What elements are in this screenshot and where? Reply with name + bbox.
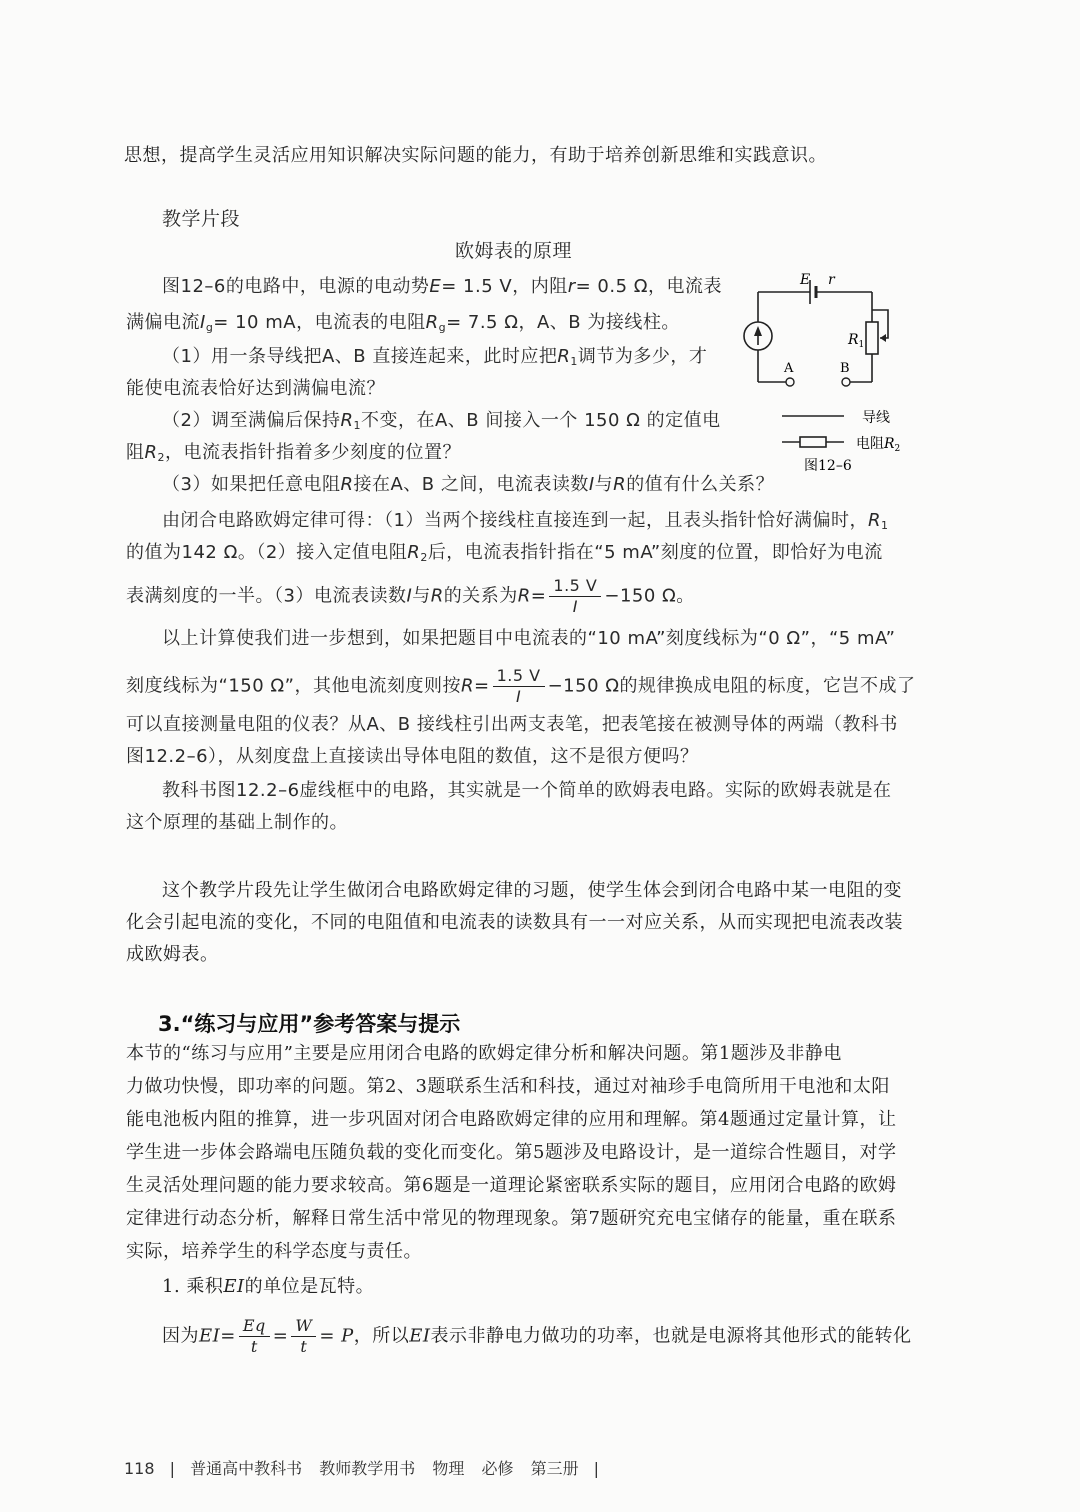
summary-line1: 这个教学片段先让学生做闭合电路欧姆定律的习题，使学生体会到闭合电路中某一电阻的变 — [162, 880, 902, 901]
label-e: E — [800, 272, 811, 288]
paragraph-5-line1: 教科书图12.2–6虚线框中的电路，其实就是一个简单的欧姆表电路。实际的欧姆表就是在 — [162, 780, 892, 801]
summary-line3: 成欧姆表。 — [126, 944, 219, 965]
page-footer: 118 | 普通高中教科书 教师教学用书 物理 必修 第三册 | — [124, 1459, 600, 1478]
paragraph-4-line1: 以上计算使我们进一步想到，如果把题目中电流表的“10 mA”刻度线标为“0 Ω”，“5 mA” — [162, 628, 896, 649]
question-3: （3）如果把任意电阻R接在A、B 之间，电流表读数I与R的值有什么关系？ — [162, 474, 775, 495]
section-line4: 学生进一步体会路端电压随负载的变化而变化。第5题涉及电路设计，是一道综合性题目，对学 — [126, 1142, 897, 1163]
fraction-eq-over-t: $\frac{Eq}{t}$ — [239, 1316, 270, 1357]
legend-resistor-text: 电阻$R_2$ — [856, 436, 901, 454]
answer-line2: 的值为142 Ω。（2）接入定值电阻$R_2$后，电流表指针指在“5 mA”刻度的位置，即恰好为电流 — [126, 542, 883, 564]
circuit-figure — [738, 266, 928, 476]
legend-resistor-box — [800, 437, 826, 447]
answer-item-1-explanation: 因为EI= $\frac{Eq}{t}$ = $\frac{W}{t}$ = P，所以EI表示非静电力做功的功率，也就是电源将其他形式的能转化 — [162, 1316, 912, 1356]
segment-label: 教学片段 — [162, 208, 241, 230]
formula-fraction: $\frac{1.5 V}{I}$ — [549, 576, 601, 617]
footer-volume: 第三册 — [530, 1459, 579, 1478]
question-2-line2: 阻$R_2$，电流表指针指着多少刻度的位置？ — [126, 442, 462, 464]
question-1-line2: 能使电流表恰好达到满偏电流？ — [126, 378, 385, 399]
intro-paragraph-tail: 思想，提高学生灵活应用知识解决实际问题的能力，有助于培养创新思维和实践意识。 — [124, 145, 827, 166]
figure-caption: 图12–6 — [804, 458, 852, 474]
answer-item-1: 1. 乘积EI的单位是瓦特。 — [162, 1276, 375, 1297]
answer-line3: 表满刻度的一半。（3）电流表读数I与R的关系为R= $\frac{1.5 V}{I}$ −150 Ω。 — [126, 576, 695, 616]
section-line3: 能电池板内阻的推算，进一步巩固对闭合电路欧姆定律的应用和理解。第4题通过定量计算，让 — [126, 1109, 897, 1130]
section-line7: 实际，培养学生的科学态度与责任。 — [126, 1241, 422, 1262]
fraction-w-over-t: $\frac{W}{t}$ — [291, 1316, 316, 1357]
answer-line1: 由闭合电路欧姆定律可得：（1）当两个接线柱直接连到一起，且表头指针恰好满偏时，$R_1$ — [162, 510, 889, 532]
label-a: A — [784, 361, 794, 376]
question-1-line1: （1）用一条导线把A、B 直接连起来，此时应把$R_1$调节为多少，才 — [162, 346, 708, 368]
summary-line2: 化会引起电流的变化，不同的电阻值和电流表的读数具有一一对应关系，从而实现把电流表改装 — [126, 912, 903, 933]
formula-fraction-2: $\frac{1.5 V}{I}$ — [493, 666, 545, 707]
legend-wire-text: 导线 — [862, 410, 890, 426]
slider-arrow — [880, 334, 886, 342]
label-r: r — [828, 272, 835, 288]
question-2-line1: （2）调至满偏后保持$R_1$不变，在A、B 间接入一个 150 Ω 的定值电 — [162, 410, 721, 432]
paragraph-4-line4: 图12.2–6），从刻度盘上直接读出导体电阻的数值，这不是很方便吗？ — [126, 746, 699, 767]
segment-title: 欧姆表的原理 — [455, 240, 573, 262]
question-intro-line1: 图12–6的电路中，电源的电动势E= 1.5 V，内阻r= 0.5 Ω，电流表 — [162, 276, 723, 297]
ammeter-arrow — [754, 326, 762, 336]
section-line6: 定律进行动态分析，解释日常生活中常见的物理现象。第7题研究充电宝储存的能量，重在联系 — [126, 1208, 897, 1229]
terminal-b — [842, 378, 850, 386]
label-r1: $R_1$ — [848, 332, 865, 350]
rheostat-slider-wire — [872, 310, 888, 338]
section-line2: 力做功快慢，即功率的问题。第2、3题联系生活和科技，通过对袖珍手电筒所用干电池和太阳 — [126, 1076, 890, 1097]
footer-series: 教师教学用书 — [319, 1459, 416, 1478]
footer-subject: 物理 — [432, 1459, 465, 1478]
terminal-a — [786, 378, 794, 386]
page-number: 118 — [124, 1459, 155, 1478]
section-line5: 生灵活处理问题的能力要求较高。第6题是一道理论紧密联系实际的题目，应用闭合电路的欧姆 — [126, 1175, 897, 1196]
footer-type: 必修 — [481, 1459, 514, 1478]
section-heading: 3.“练习与应用”参考答案与提示 — [158, 1012, 461, 1036]
paragraph-4-line2: 刻度线标为“150 Ω”，其他电流刻度则按R= $\frac{1.5 V}{I}$ −150 Ω的规律换成电阻的标度，它岂不成了 — [126, 666, 916, 706]
question-intro-line2: 满偏电流$I_g= 10$ mA，电流表的电阻$R_g= 7.5$ Ω，A、B 为接线柱。 — [126, 312, 680, 334]
paragraph-4-line3: 可以直接测量电阻的仪表？从A、B 接线柱引出两支表笔，把表笔接在被测导体的两端（教科书 — [126, 714, 898, 735]
footer-book: 普通高中教科书 — [190, 1459, 303, 1478]
rheostat-r1 — [866, 322, 878, 354]
section-line1: 本节的“练习与应用”主要是应用闭合电路的欧姆定律分析和解决问题。第1题涉及非静电 — [126, 1043, 842, 1064]
paragraph-5-line2: 这个原理的基础上制作的。 — [126, 812, 348, 833]
label-b: B — [840, 361, 850, 376]
